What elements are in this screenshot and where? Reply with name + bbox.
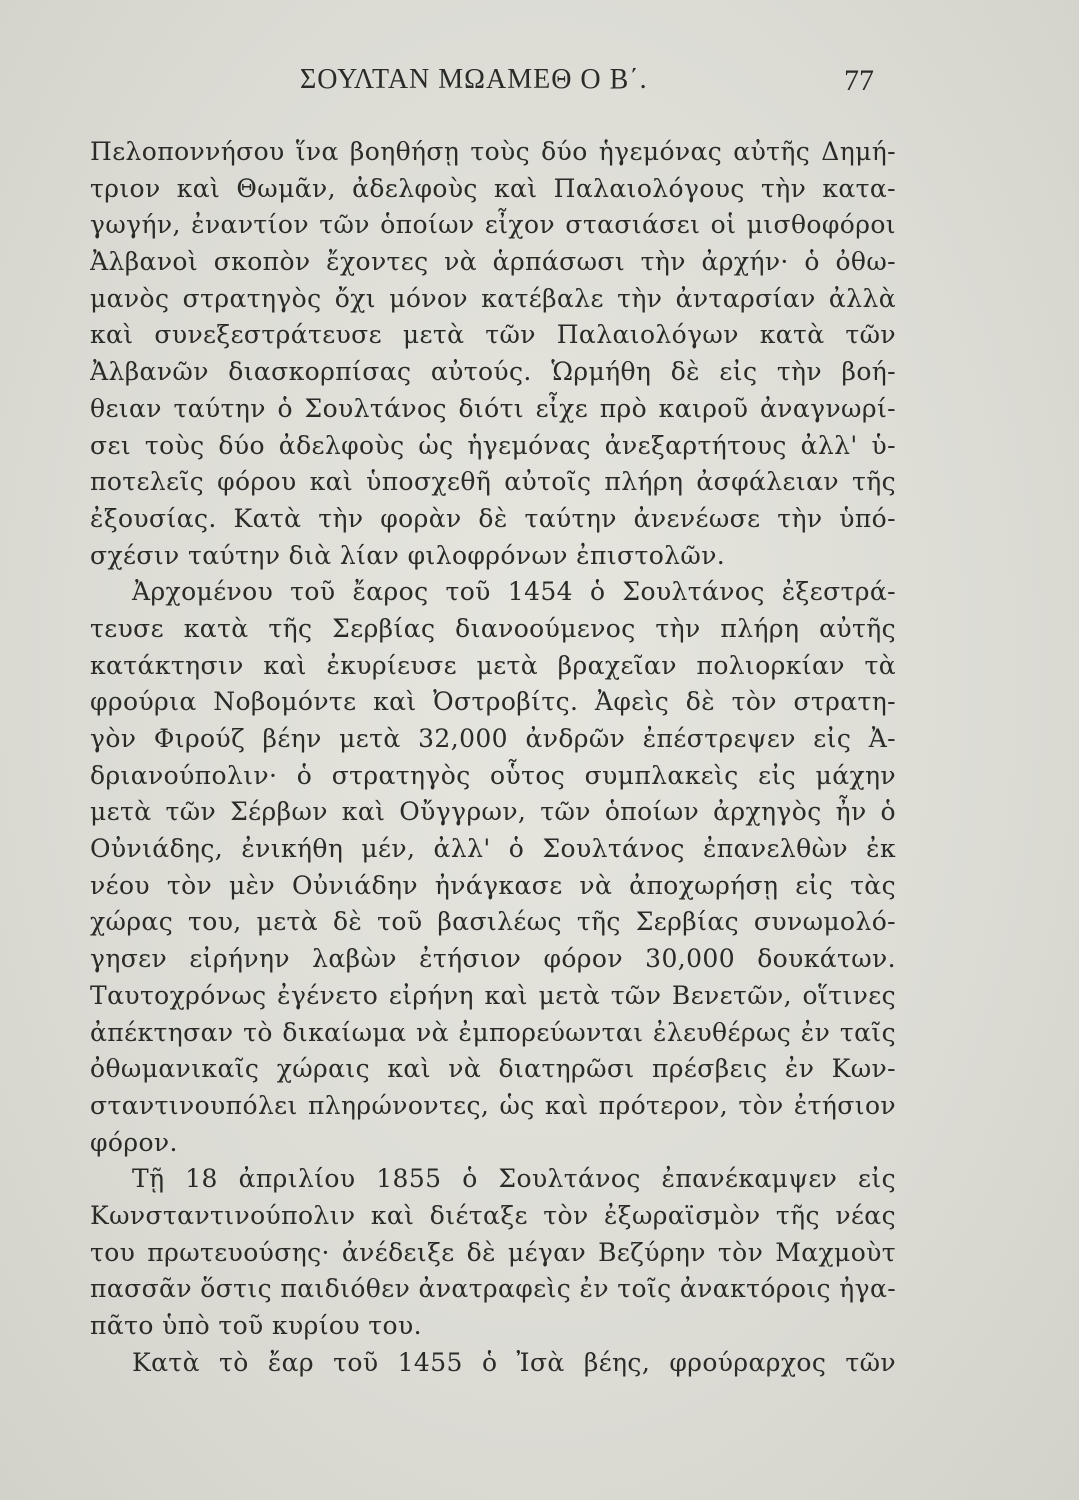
text-line: φόρον.	[90, 1127, 178, 1157]
text-line: σει τοὺς δύο ἀδελφοὺς ὡς ἡγεμόνας ἀνεξαρτήτους ἀλλ' ὑ-	[90, 430, 896, 460]
text-line: ἐξουσίας. Κατὰ τὴν φορὰν δὲ ταύτην ἀνενέωσε τὴν ὑπό-	[90, 503, 896, 533]
text-line: φρούρια Νοβομόντε καὶ Ὀστροβίτς. Ἀφεὶς δὲ τὸν στρατη-	[90, 687, 896, 717]
text-line: Οὐνιάδης, ἐνικήθη μέν, ἀλλ' ὁ Σουλτάνος ἐπανελθὼν ἐκ	[90, 834, 896, 864]
text-line: θειαν ταύτην ὁ Σουλτάνος διότι εἶχε πρὸ καιροῦ ἀναγνωρί-	[90, 393, 896, 423]
text-line: μανὸς στρατηγὸς ὄχι μόνον κατέβαλε τὴν ἀνταρσίαν ἀλλὰ	[90, 283, 896, 313]
text-line: του πρωτευούσης· ἀνέδειξε δὲ μέγαν Βεζύρην τὸν Μαχμοὺτ	[90, 1237, 896, 1267]
text-line: καὶ συνεξεστράτευσε μετὰ τῶν Παλαιολόγων κατὰ τῶν	[90, 320, 896, 350]
body-text	[90, 134, 896, 1381]
text-line: Κωνσταντινούπολιν καὶ διέταξε τὸν ἐξωραϊσμὸν τῆς νέας	[90, 1200, 896, 1230]
text-line: Κατὰ τὸ ἔαρ τοῦ 1455 ὁ Ἰσὰ βέης, φρούραρχος τῶν	[132, 1347, 896, 1377]
text-line: κατάκτησιν καὶ ἐκυρίευσε μετὰ βραχεῖαν πολιορκίαν τὰ	[90, 650, 896, 680]
text-line: γωγήν, ἐναντίον τῶν ὁποίων εἶχον στασιάσει οἱ μισθοφόροι	[90, 210, 896, 240]
text-line: πᾶτο ὑπὸ τοῦ κυρίου του.	[90, 1311, 422, 1340]
text-line: γὸν Φιρούζ βέην μετὰ 32,000 ἀνδρῶν ἐπέστρεψεν εἰς Ἀ-	[90, 724, 896, 753]
running-title: ΣΟΥΛΤΑΝ ΜΩΑΜΕΘ Ο Β΄.	[300, 64, 648, 95]
text-line: ποτελεῖς φόρου καὶ ὑποσχεθῆ αὐτοῖς πλήρη ἀσφάλειαν τῆς	[90, 467, 896, 497]
text-line: σταντινουπόλει πληρώνοντες, ὡς καὶ πρότερον, τὸν ἐτήσιον	[90, 1090, 896, 1120]
page-number: 77	[844, 64, 874, 97]
text-line: δριανούπολιν· ὁ στρατηγὸς οὗτος συμπλακεὶς εἰς μάχην	[90, 760, 896, 790]
running-head	[0, 64, 1079, 104]
text-line: Ταυτοχρόνως ἐγένετο εἰρήνη καὶ μετὰ τῶν Βενετῶν, οἵτινες	[90, 980, 896, 1010]
text-line: Τῇ 18 ἀπριλίου 1855 ὁ Σουλτάνος ἐπανέκαμψεν εἰς	[132, 1164, 896, 1194]
text-line: ὀθωμανικαῖς χώραις καὶ νὰ διατηρῶσι πρέσβεις ἐν Κων-	[90, 1054, 896, 1084]
text-line: Ἀρχομένου τοῦ ἔαρος τοῦ 1454 ὁ Σουλτάνος ἐξεστρά-	[132, 577, 896, 607]
text-line: χώρας του, μετὰ δὲ τοῦ βασιλέως τῆς Σερβίας συνωμολό-	[90, 907, 896, 937]
text-line: γησεν εἰρήνην λαβὼν ἐτήσιον φόρον 30,000 δουκάτων.	[90, 944, 896, 974]
text-line: σχέσιν ταύτην διὰ λίαν φιλοφρόνων ἐπιστολῶν.	[90, 540, 726, 570]
text-line: μετὰ τῶν Σέρβων καὶ Οὔγγρων, τῶν ὁποίων ἀρχηγὸς ἦν ὁ	[90, 797, 896, 827]
text-line: Πελοποννήσου ἵνα βοηθήσῃ τοὺς δύο ἡγεμόνας αὐτῆς Δημή-	[90, 137, 896, 166]
text-line: πασσᾶν ὅστις παιδιόθεν ἀνατραφεὶς ἐν τοῖς ἀνακτόροις ἠγα-	[90, 1274, 896, 1304]
text-line: Ἀλβανῶν διασκορπίσας αὐτούς. Ὡρμήθη δὲ εἰς τὴν βοή-	[90, 357, 896, 387]
text-line: Ἀλβανοὶ σκοπὸν ἔχοντες νὰ ἁρπάσωσι τὴν ἀρχήν· ὁ ὀθω-	[90, 247, 896, 277]
text-line: τριον καὶ Θωμᾶν, ἀδελφοὺς καὶ Παλαιολόγους τὴν κατα-	[90, 173, 896, 203]
text-line: τευσε κατὰ τῆς Σερβίας διανοούμενος τὴν πλήρη αὐτῆς	[90, 613, 896, 643]
text-line: ἀπέκτησαν τὸ δικαίωμα νὰ ἐμπορεύωνται ἐλευθέρως ἐν ταῖς	[90, 1017, 896, 1047]
text-line: νέου τὸν μὲν Οὐνιάδην ἠνάγκασε νὰ ἀποχωρήσῃ εἰς τὰς	[90, 870, 896, 900]
